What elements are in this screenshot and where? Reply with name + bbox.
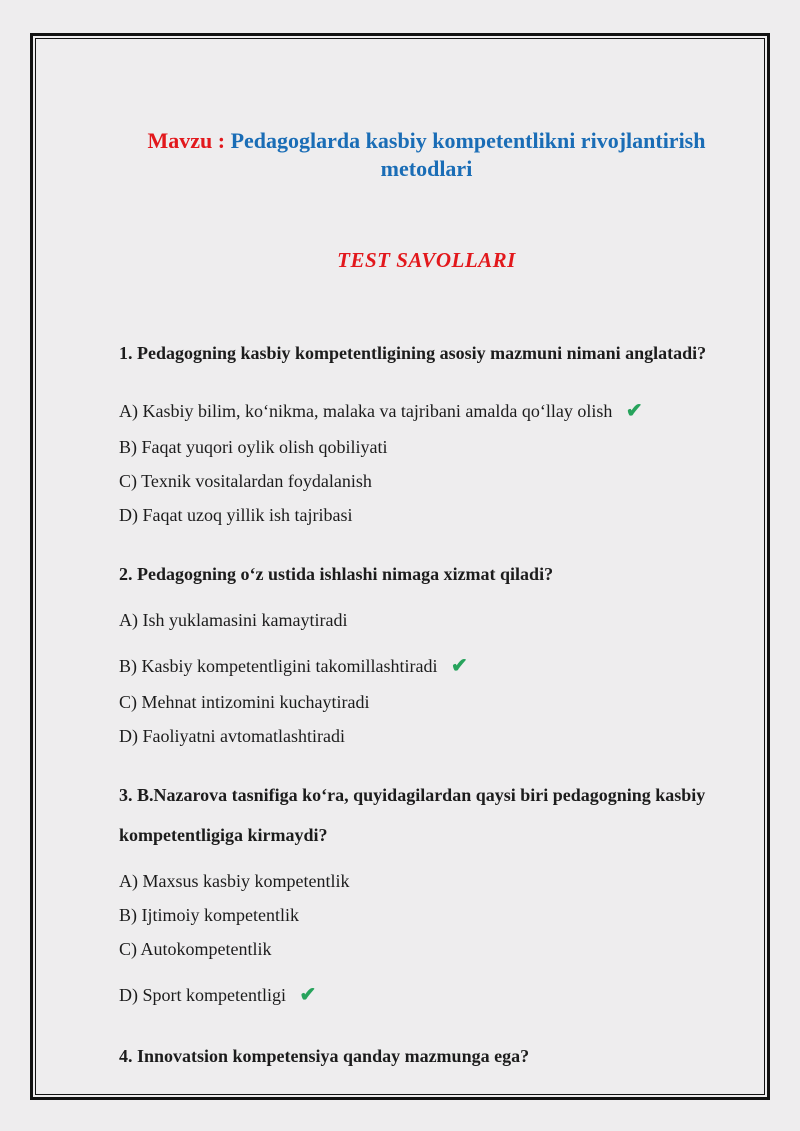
- option-text: D) Sport kompetentligi: [119, 985, 286, 1005]
- answer-option: [119, 609, 347, 632]
- option-text: C) Texnik vositalardan foydalanish: [119, 471, 372, 491]
- document-content: [36, 39, 764, 1091]
- question-text: 2. Pedagogning oʻz ustida ishlashi nimaga xizmat qiladi?: [119, 564, 554, 584]
- options-list: [119, 870, 734, 1020]
- option-text: C) Autokompetentlik: [119, 939, 272, 959]
- option-text: D) Faoliyatni avtomatlashtiradi: [119, 726, 345, 746]
- checkmark-icon: ✔: [625, 400, 643, 422]
- questions-list: [119, 273, 734, 1091]
- question-text: 1. Pedagogning kasbiy kompetentligining asosiy mazmuni nimani anglatadi?: [119, 343, 707, 363]
- checkmark-icon: ✔: [299, 984, 317, 1006]
- answer-option: [119, 984, 316, 1007]
- answer-option: [119, 470, 372, 493]
- title-main: Pedagoglarda kasbiy kompetentlikni rivojlantirish metodlari: [230, 128, 706, 181]
- option-text: A) Ish yuklamasini kamaytiradi: [119, 610, 348, 630]
- page-border-frame: [30, 33, 770, 1100]
- question-block: [119, 333, 734, 538]
- question-text: 4. Innovatsion kompetensiya qanday mazmunga ega?: [119, 1046, 530, 1066]
- answer-option: [119, 504, 352, 527]
- document-title: [119, 127, 734, 183]
- option-text: A) Maxsus kasbiy kompetentlik: [119, 871, 350, 891]
- answer-option: [119, 938, 272, 961]
- answer-option: [119, 655, 468, 678]
- question-block: [119, 1036, 734, 1091]
- answer-option: [119, 436, 388, 459]
- question-block: [119, 775, 734, 1020]
- page-border-inner: [35, 38, 765, 1095]
- option-text: B) Ijtimoiy kompetentlik: [119, 905, 299, 925]
- question-text: 3. B.Nazarova tasnifiga koʻra, quyidagilardan qaysi biri pedagogning kasbiy kompetentligiga kirmaydi?: [119, 785, 706, 845]
- answer-option: [119, 400, 643, 423]
- question-block: [119, 554, 734, 759]
- option-text: A) Kasbiy bilim, koʻnikma, malaka va tajribani amalda qoʻllay olish: [119, 401, 613, 421]
- option-text: B) Faqat yuqori oylik olish qobiliyati: [119, 437, 388, 457]
- title-prefix: Mavzu :: [147, 128, 226, 153]
- option-text: C) Mehnat intizomini kuchaytiradi: [119, 692, 370, 712]
- options-list: [119, 609, 734, 759]
- options-list: [119, 388, 734, 538]
- option-text: B) Kasbiy kompetentligini takomillashtiradi: [119, 656, 438, 676]
- checkmark-icon: ✔: [450, 655, 468, 677]
- option-text: D) Faqat uzoq yillik ish tajribasi: [119, 505, 353, 525]
- answer-option: [119, 870, 349, 893]
- answer-option: [119, 691, 369, 714]
- test-subtitle: TEST SAVOLLARI: [337, 248, 516, 272]
- answer-option: [119, 904, 299, 927]
- answer-option: [119, 725, 345, 748]
